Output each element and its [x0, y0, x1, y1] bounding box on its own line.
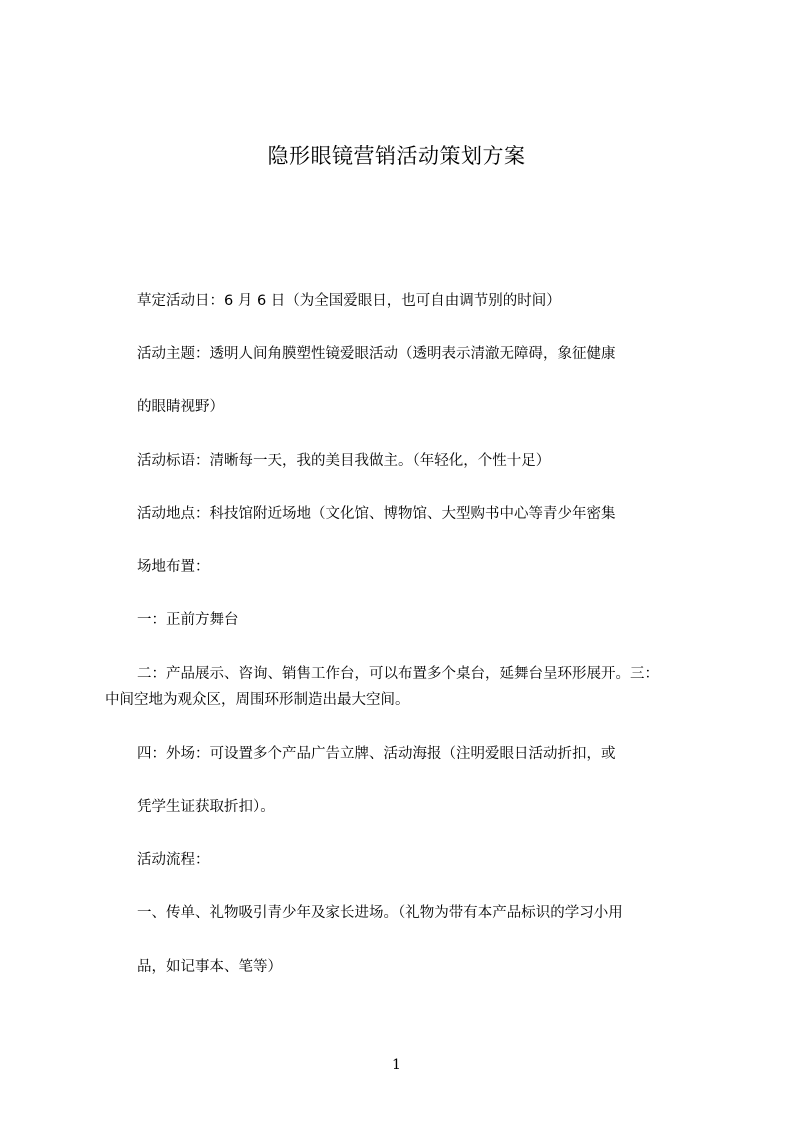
- text-line-activity-theme: 活动主题：透明人间角膜塑性镜爱眼活动（透明表示清澈无障碍，象征健康: [137, 346, 616, 362]
- document-title: 隐形眼镜营销活动策划方案: [267, 144, 526, 168]
- text-line-activity-date: 草定活动日：6 月 6 日（为全国爱眼日，也可自由调节别的时间）: [137, 293, 561, 309]
- text-line-layout-one: 一：正前方舞台: [137, 612, 239, 628]
- text-line-activity-process: 活动流程：: [137, 852, 210, 868]
- text-line-process-one-cont: 品，如记事本、笔等）: [137, 959, 282, 975]
- text-line-layout-two-cont: 中间空地为观众区，周围环形制造出最大空间。: [105, 692, 410, 708]
- text-line-activity-theme-cont: 的眼睛视野）: [137, 399, 224, 415]
- page-number: 1: [392, 1057, 401, 1073]
- text-line-activity-venue: 活动地点：科技馆附近场地（文化馆、博物馆、大型购书中心等青少年密集: [137, 506, 616, 522]
- text-line-layout-four-cont: 凭学生证获取折扣）。: [137, 799, 275, 815]
- text-line-venue-layout: 场地布置：: [137, 559, 210, 575]
- text-line-activity-slogan: 活动标语：清晰每一天，我的美目我做主。（年轻化，个性十足）: [137, 453, 551, 469]
- text-line-process-one: 一、传单、礼物吸引青少年及家长进场。（礼物为带有本产品标识的学习小用: [137, 905, 623, 921]
- text-line-layout-four: 四：外场：可设置多个产品广告立牌、活动海报（注明爱眼日活动折扣，或: [137, 746, 616, 762]
- text-line-layout-two: 二：产品展示、咨询、销售工作台，可以布置多个桌台，延舞台呈环形展开。三：: [137, 666, 659, 682]
